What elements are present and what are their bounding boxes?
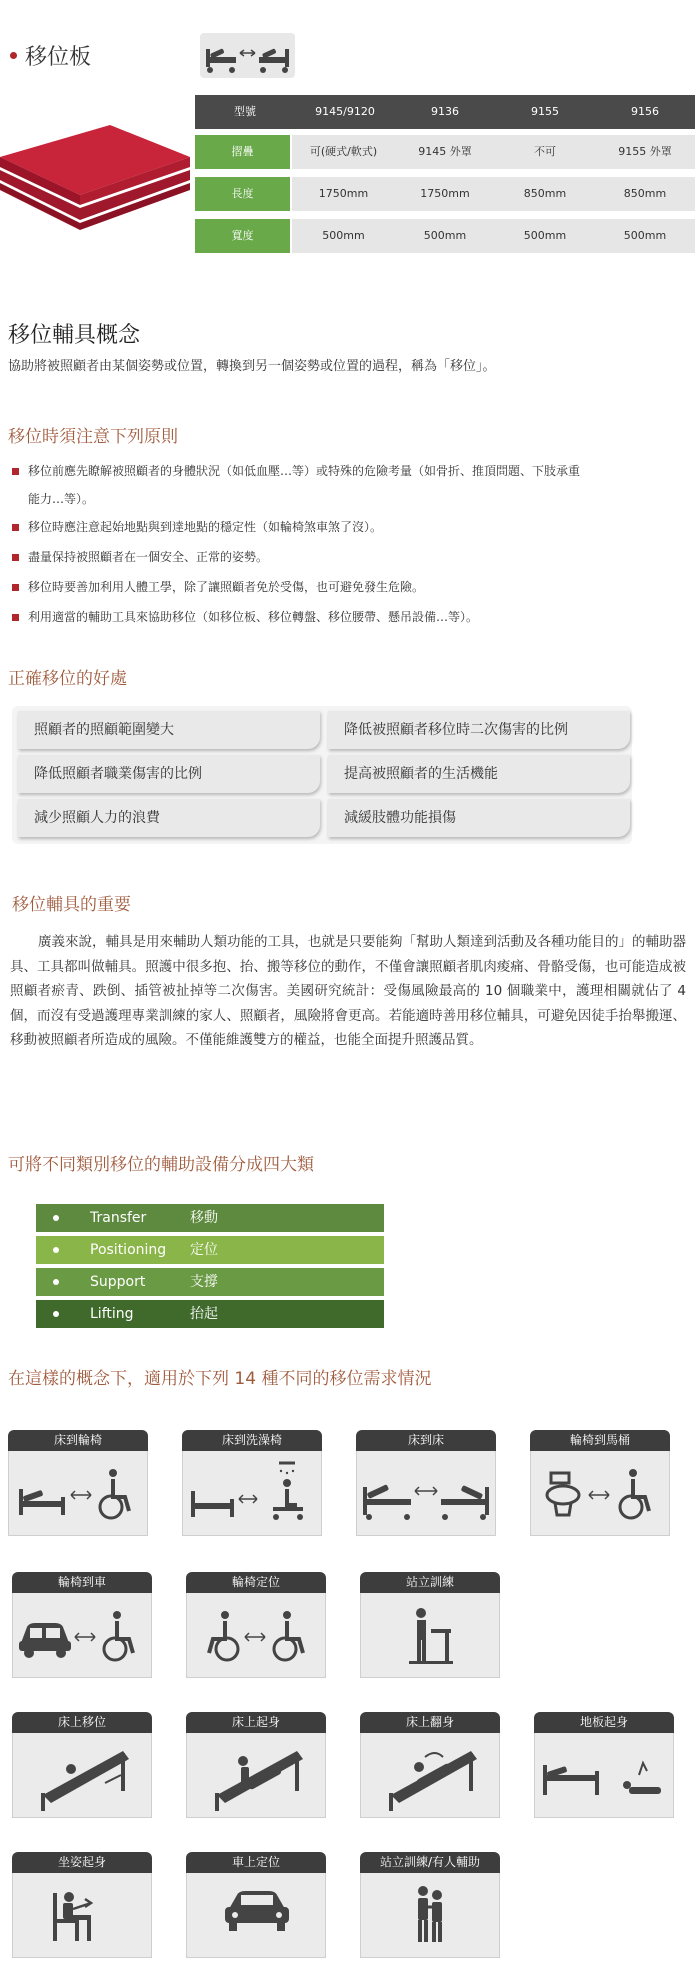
- spec-header-cell: 9156: [631, 105, 659, 118]
- category-zh: 定位: [190, 1242, 218, 1258]
- situation-label: 床上翻身: [360, 1712, 500, 1733]
- spec-cell: 9145 外罩: [395, 135, 495, 169]
- spec-row-label: 寬度: [195, 219, 290, 253]
- spec-row-width: [195, 219, 695, 253]
- principle-bullet: [12, 584, 19, 591]
- principle-bullet: [12, 524, 19, 531]
- category-en: Positioning: [90, 1242, 167, 1258]
- situation-label: 車上定位: [186, 1852, 326, 1873]
- category-dot: [53, 1215, 59, 1221]
- situation-card-standing-training: [360, 1572, 500, 1678]
- category-en: Lifting: [90, 1306, 134, 1322]
- benefit-item: 減緩肢體功能損傷: [328, 799, 630, 837]
- spec-cell: 500mm: [292, 219, 395, 253]
- situation-card-bed-to-shower-chair: [182, 1430, 322, 1536]
- category-support: [36, 1268, 384, 1296]
- principle-bullet: [12, 468, 19, 475]
- situation-card-sit-to-stand: [12, 1852, 152, 1958]
- page-title: 移位板: [25, 45, 92, 70]
- category-zh: 移動: [190, 1210, 218, 1226]
- spec-cell: 不可: [495, 135, 595, 169]
- situation-pictogram: [530, 1451, 670, 1536]
- situation-label: 站立訓練/有人輔助: [360, 1852, 500, 1873]
- spec-row-label: 長度: [195, 177, 290, 211]
- situation-card-rise-from-floor: [534, 1712, 674, 1818]
- principle-item: 盡量保持被照顧者在一個安全、正常的姿勢。: [28, 550, 269, 564]
- situation-pictogram: [182, 1451, 322, 1536]
- situation-pictogram: [534, 1733, 674, 1818]
- situation-pictogram: [360, 1733, 500, 1818]
- situation-pictogram: [12, 1593, 152, 1678]
- situation-card-in-bed-transfer: [12, 1712, 152, 1818]
- situation-pictogram: [8, 1451, 148, 1536]
- spec-cell: 500mm: [495, 219, 595, 253]
- spec-row-label: 摺疊: [195, 135, 290, 169]
- situation-card-turn-over-in-bed: [360, 1712, 500, 1818]
- transfer-board-icon: [200, 33, 295, 78]
- categories-title: 可將不同類別移位的輔助設備分成四大類: [8, 1155, 314, 1175]
- spec-cell: 9155 外罩: [595, 135, 695, 169]
- category-dot: [53, 1279, 59, 1285]
- benefit-item: 照顧者的照顧範圍變大: [18, 711, 320, 749]
- category-lifting: [36, 1300, 384, 1328]
- principle-bullet: [12, 554, 19, 561]
- situation-label: 輪椅到馬桶: [530, 1430, 670, 1451]
- principle-item: 能力…等）。: [28, 492, 95, 506]
- situation-card-in-car-positioning: [186, 1852, 326, 1958]
- category-en: Support: [90, 1274, 146, 1290]
- category-zh: 抬起: [190, 1306, 218, 1322]
- principles-title: 移位時須注意下列原則: [8, 427, 178, 447]
- benefit-item: 降低被照顧者移位時二次傷害的比例: [328, 711, 630, 749]
- situation-pictogram: [12, 1733, 152, 1818]
- spec-header-cell: 型號: [234, 105, 256, 118]
- spec-cell: 500mm: [395, 219, 495, 253]
- situation-card-bed-to-bed: [356, 1430, 496, 1536]
- spec-header-cell: 9145/9120: [315, 105, 375, 118]
- spec-row-fold: [195, 135, 695, 169]
- importance-title: 移位輔具的重要: [12, 895, 131, 915]
- situation-card-wheelchair-to-car: [12, 1572, 152, 1678]
- situation-pictogram: [186, 1733, 326, 1818]
- transfer-board-image: [0, 95, 195, 255]
- category-transfer: [36, 1204, 384, 1232]
- situation-label: 床到洗澡椅: [182, 1430, 322, 1451]
- situation-label: 站立訓練: [360, 1572, 500, 1593]
- importance-text: 廣義來說，輔具是用來輔助人類功能的工具，也就是只要能夠「幫助人類達到活動及各種功能目的」的輔助器具、工具都叫做輔具。照護中很多抱、抬、搬等移位的動作，不僅會讓照顧者肌肉痠痛、骨骼受傷，也可能造成被照顧者瘀青、跌倒、插管被扯掉等二次傷害。美國研究統計：受傷風險最高的 10 個職業中，護理相關就佔了 4 個，而沒有受過護理專業訓練的家人、照顧者，風險將會更高。若能適時善用移位輔具，可避免因徒手抬舉搬運、移動被照顧者所造成的風險。不僅能維護雙方的權益，也能全面提升照護品質。: [10, 934, 686, 1048]
- situations-title: 在這樣的概念下，適用於下列 14 種不同的移位需求情況: [8, 1369, 432, 1389]
- benefits-title: 正確移位的好處: [8, 669, 127, 689]
- spec-cell: 1750mm: [395, 177, 495, 211]
- situation-pictogram: [12, 1873, 152, 1958]
- situation-pictogram: [360, 1593, 500, 1678]
- spec-cell: 500mm: [595, 219, 695, 253]
- situation-label: 床到輪椅: [8, 1430, 148, 1451]
- spec-cell: 850mm: [595, 177, 695, 211]
- situation-pictogram: [186, 1873, 326, 1958]
- category-dot: [53, 1247, 59, 1253]
- situation-label: 輪椅到車: [12, 1572, 152, 1593]
- situation-card-wheelchair-positioning: [186, 1572, 326, 1678]
- spec-header-cell: 9155: [531, 105, 559, 118]
- spec-row-length: [195, 177, 695, 211]
- spec-cell: 850mm: [495, 177, 595, 211]
- spec-header-row: [195, 95, 695, 129]
- situation-pictogram: [186, 1593, 326, 1678]
- category-zh: 支撐: [190, 1274, 218, 1290]
- situation-pictogram: [356, 1451, 496, 1536]
- situation-label: 坐姿起身: [12, 1852, 152, 1873]
- situation-card-assisted-standing-training: [360, 1852, 500, 1958]
- concept-title: 移位輔具概念: [8, 323, 141, 348]
- situation-card-bed-to-wheelchair: [8, 1430, 148, 1536]
- spec-table: [195, 95, 695, 255]
- principle-item: 利用適當的輔助工具來協助移位（如移位板、移位轉盤、移位腰帶、懸吊設備…等）。: [28, 610, 479, 624]
- situation-label: 床到床: [356, 1430, 496, 1451]
- benefit-item: 提高被照顧者的生活機能: [328, 755, 630, 793]
- title-bullet: [10, 52, 17, 59]
- principle-item: 移位前應先瞭解被照顧者的身體狀況（如低血壓…等）或特殊的危險考量（如骨折、推頂問題、下肢承重: [28, 464, 581, 478]
- situation-label: 床上起身: [186, 1712, 326, 1733]
- category-en: Transfer: [90, 1210, 147, 1226]
- concept-text: 協助將被照顧者由某個姿勢或位置，轉換到另一個姿勢或位置的過程，稱為「移位」。: [8, 359, 496, 374]
- situation-label: 輪椅定位: [186, 1572, 326, 1593]
- benefit-item: 降低照顧者職業傷害的比例: [18, 755, 320, 793]
- situation-label: 地板起身: [534, 1712, 674, 1733]
- category-positioning: [36, 1236, 384, 1264]
- spec-cell: 1750mm: [292, 177, 395, 211]
- category-dot: [53, 1311, 59, 1317]
- spec-header-cell: 9136: [431, 105, 459, 118]
- spec-cell: 可(硬式/軟式): [292, 135, 395, 169]
- situation-card-wheelchair-to-toilet: [530, 1430, 670, 1536]
- principle-bullet: [12, 614, 19, 621]
- situation-label: 床上移位: [12, 1712, 152, 1733]
- situation-card-sit-up-in-bed: [186, 1712, 326, 1818]
- situation-pictogram: [360, 1873, 500, 1958]
- principle-item: 移位時要善加利用人體工學，除了讓照顧者免於受傷，也可避免發生危險。: [28, 580, 425, 594]
- principle-item: 移位時應注意起始地點與到達地點的穩定性（如輪椅煞車煞了沒）。: [28, 520, 383, 534]
- benefit-item: 減少照顧人力的浪費: [18, 799, 320, 837]
